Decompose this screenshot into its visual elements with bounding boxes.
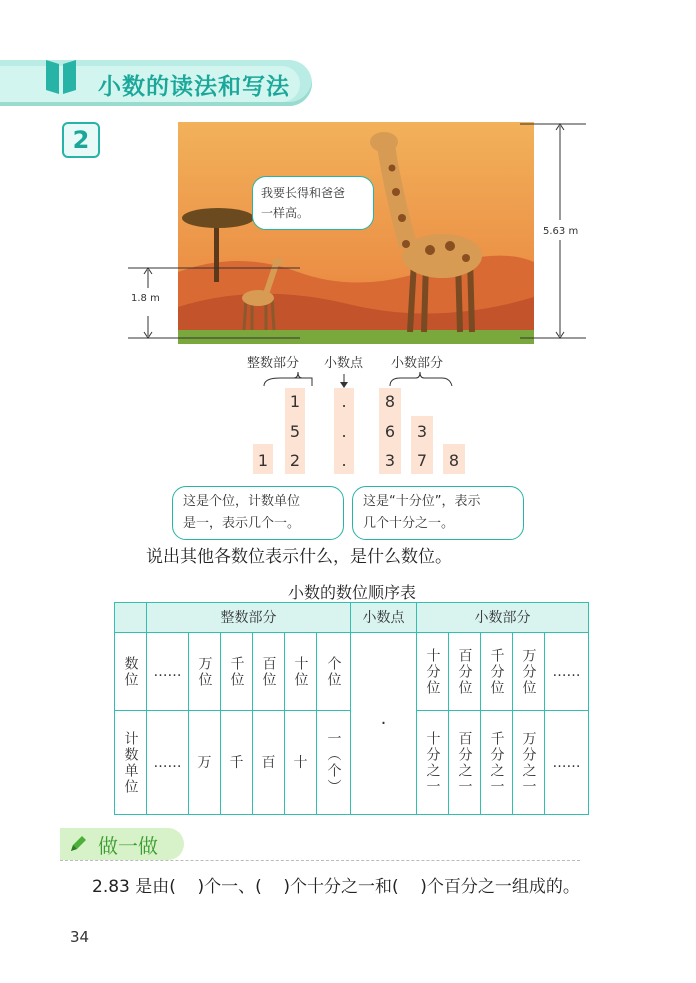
decimal-point-label: 小数点	[324, 356, 364, 371]
integer-part-header: 整数部分	[147, 603, 351, 633]
place-hundredths: 百分位	[449, 633, 481, 711]
decimal-part-header: 小数部分	[417, 603, 589, 633]
unit-hundred: 百	[253, 711, 285, 815]
height-measure-lines	[120, 120, 600, 346]
decimal-part-label: 小数部分	[391, 356, 444, 371]
adult-height-label: 5.63 m	[543, 226, 579, 237]
try-it-title: 做一做	[98, 834, 158, 858]
try-it-divider	[60, 860, 580, 861]
unit-ten-thousandth: 万分之一	[513, 711, 545, 815]
digit: 6	[384, 422, 396, 441]
exercise-question: 2.83 是由( )个一、( )个十分之一和( )个百分之一组成的。	[92, 877, 580, 897]
digit: 3	[384, 451, 396, 470]
section-title: 小数的读法和写法	[98, 74, 290, 100]
unit-ten: 十	[285, 711, 317, 815]
label-brackets	[250, 370, 470, 390]
place-hundreds: 百位	[253, 633, 285, 711]
decimal-ellipsis: ……	[545, 711, 589, 815]
unit-thousand: 千	[221, 711, 253, 815]
place-row-label: 数位	[115, 633, 147, 711]
integer-ellipsis: ……	[147, 633, 189, 711]
table-title: 小数的数位顺序表	[288, 583, 417, 602]
place-tens: 十位	[285, 633, 317, 711]
ones-place-bubble: 这是个位，计数单位 是一，表示几个一。	[172, 486, 344, 540]
place-thousandths: 千分位	[481, 633, 513, 711]
unit-tenth: 十分之一	[417, 711, 449, 815]
tenths-place-bubble: 这是“十分位”，表示 几个十分之一。	[352, 486, 524, 540]
table-corner-cell	[115, 603, 147, 633]
pencil-icon	[68, 834, 88, 854]
integer-ellipsis: ……	[147, 711, 189, 815]
decimal-point-cell: ·	[351, 633, 417, 815]
place-ones: 个位	[317, 633, 351, 711]
decimal-point-header: 小数点	[351, 603, 417, 633]
digit: 1	[289, 392, 301, 411]
page-number: 34	[70, 928, 90, 946]
unit-hundredth: 百分之一	[449, 711, 481, 815]
unit-thousandth: 千分之一	[481, 711, 513, 815]
decimal-point: .	[341, 451, 347, 470]
decimal-ellipsis: ……	[545, 633, 589, 711]
unit-row-label: 计数单位	[115, 711, 147, 815]
instruction-text: 说出其他各数位表示什么，是什么数位。	[146, 547, 452, 567]
place-tenths: 十分位	[417, 633, 449, 711]
book-icon	[44, 56, 78, 96]
decimal-point: .	[341, 422, 347, 441]
digit: 8	[384, 392, 396, 411]
digit: 7	[416, 451, 428, 470]
place-thousands: 千位	[221, 633, 253, 711]
digit: 3	[416, 422, 428, 441]
integer-part-label: 整数部分	[247, 356, 300, 371]
example-number: 2	[62, 122, 100, 158]
unit-ten-thousand: 万	[189, 711, 221, 815]
digit: 1	[257, 451, 269, 470]
place-ten-thousands: 万位	[189, 633, 221, 711]
digit: 5	[289, 422, 301, 441]
digit: 8	[448, 451, 460, 470]
giraffe-speech-bubble: 我要长得和爸爸 一样高。	[252, 176, 374, 230]
digit: 2	[289, 451, 301, 470]
unit-one: 一（个）	[317, 711, 351, 815]
baby-height-label: 1.8 m	[131, 293, 160, 304]
place-value-table	[114, 602, 589, 815]
decimal-point: .	[341, 392, 347, 411]
place-ten-thousandths: 万分位	[513, 633, 545, 711]
